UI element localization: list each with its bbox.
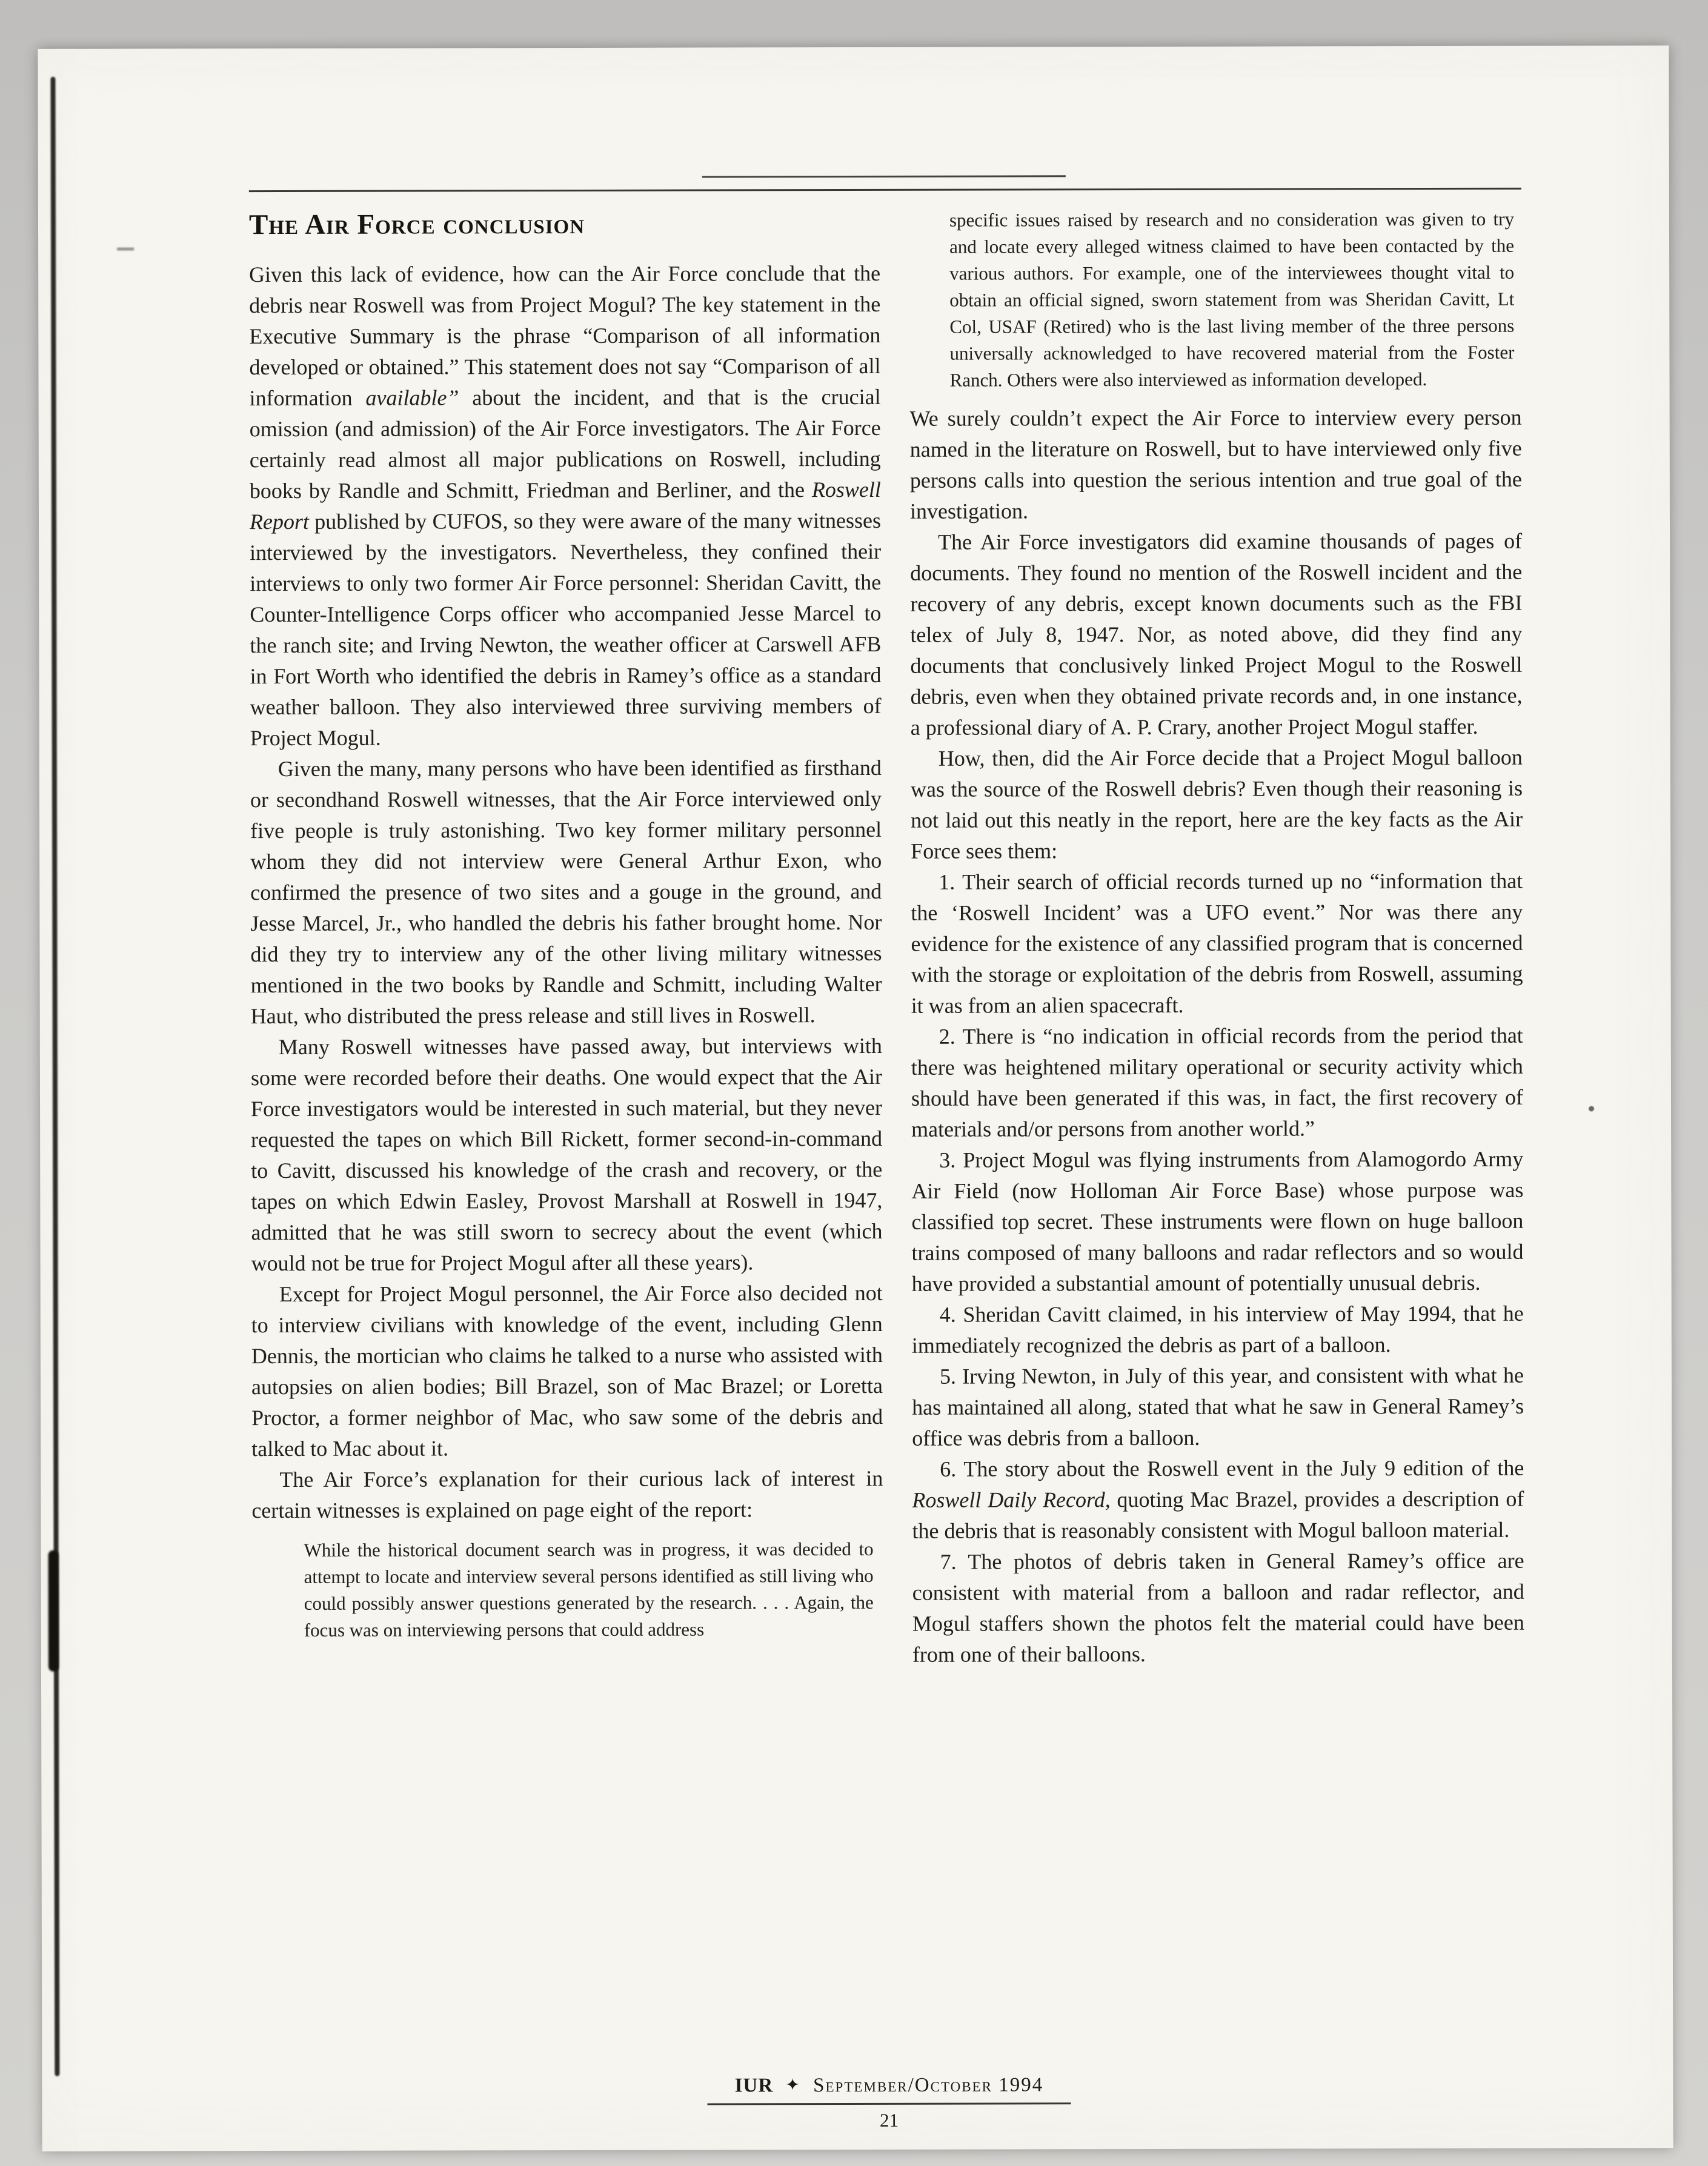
footer-journal-line bbox=[253, 2073, 1525, 2098]
header-rule-long bbox=[249, 188, 1521, 192]
paragraph: 6. The story about the Roswell event in the July 9 edition of the Roswell Daily Record, quoting Mac Brazel, provides a description of the debris that is reasonably consistent with Mogul balloon material. bbox=[912, 1455, 1524, 1543]
issue-date: September/October 1994 bbox=[813, 2074, 1044, 2097]
paragraph: 4. Sheridan Cavitt claimed, in his interview of May 1994, that he immediately recognized the debris as part of a balloon. bbox=[911, 1301, 1524, 1358]
scan-artifact-smudge bbox=[48, 1550, 59, 1672]
paragraph: Given the many, many persons who have been identified as firsthand or secondhand Roswell witnesses, that the Air Force interviewed only five people is truly astonishing. Two key former military personnel whom they did not interview were General Arthur Exon, who confirmed the presence of two sites and a gouge in the ground, and Jesse Marcel, Jr., who handled the debris his father brought home. Nor did they try to interview any of the other living military witnesses mentioned in the two books by Randle and Schmitt, including Walter Haut, who distributed the press release and still lives in Roswell. bbox=[250, 755, 882, 1029]
two-column-layout bbox=[249, 205, 1524, 1672]
paragraph: Given this lack of evidence, how can the Air Force conclude that the debris near Roswell was from Project Mogul? The key statement in the Executive Summary is the phrase “Comparison of all information developed or obtained.” This statement does not say “Comparison of all information available” about the incident, and that is the crucial omission (and admission) of the Air Force investigators. The Air Force certainly read almost all major publications on Roswell, including books by Randle and Schmitt, Friedman and Berliner, and the Roswell Report published by CUFOS, so they were aware of the many witnesses interviewed by the investigators. Nevertheless, they confined their interviews to only two former Air Force personnel: Sheridan Cavitt, the Counter-Intelligence Corps officer who accompanied Jesse Marcel to the ranch site; and Irving Newton, the weather officer at Carswell AFB in Fort Worth who identified the debris in Ramey’s office as a standard weather balloon. They also interviewed three surviving members of Project Mogul. bbox=[249, 261, 882, 751]
page-number: 21 bbox=[879, 2109, 899, 2131]
footer-rule bbox=[707, 2102, 1071, 2105]
paragraph: The Air Force’s explanation for their curious lack of interest in certain witnesses is explained on page eight of the report: bbox=[251, 1466, 883, 1523]
article-title: The Air Force conclusion bbox=[248, 208, 585, 241]
magazine-page bbox=[38, 45, 1673, 2151]
paragraph: 7. The photos of debris taken in General Ramey’s office are consistent with material from a balloon and radar reflector, and Mogul staffers shown the photos felt the material could have been from one of their balloons. bbox=[912, 1548, 1524, 1667]
scan-artifact-mark bbox=[117, 247, 134, 250]
paragraph: 1. Their search of official records turned up no “information that the ‘Roswell Incident’ was a UFO event.” Nor was there any evidence for the existence of any classified program that is concerned with the storage or exploitation of the debris from Roswell, assuming it was from an alien spacecraft. bbox=[911, 868, 1523, 1018]
paragraph: How, then, did the Air Force decide that a Project Mogul balloon was the source of the Roswell debris? Even though their reasoning is not laid out this neatly in the report, here are the key facts as the Air Force sees them: bbox=[910, 745, 1523, 863]
paragraph: Many Roswell witnesses have passed away, but interviews with some were recorded before their deaths. One would expect that the Air Force investigators would be interested in such material, but they never requested the tapes on which Bill Rickett, former second-in-command to Cavitt, discussed his knowledge of the crash and recovery, or the tapes on which Edwin Easley, Provost Marshall at Roswell in 1947, admitted that he was still sworn to secrecy about the event (which would not be true for Project Mogul after all these years). bbox=[250, 1033, 883, 1276]
journal-name: IUR bbox=[734, 2075, 774, 2097]
paragraph: 5. Irving Newton, in July of this year, and consistent with what he has maintained all along, stated that what he saw in General Ramey’s office was debris from a balloon. bbox=[912, 1363, 1524, 1450]
paragraph: Except for Project Mogul personnel, the Air Force also decided not to interview civilians with knowledge of the event, including Glenn Dennis, the mortician who claims he talked to a nurse who assisted with autopsies on alien bodies; Bill Brazel, son of Mac Brazel; or Loretta Proctor, a former neighbor of Mac, who saw some of the debris and talked to Mac about it. bbox=[251, 1280, 883, 1461]
paragraph: The Air Force investigators did examine thousands of pages of documents. They found no mention of the Roswell incident and the recovery of any debris, except known documents such as the FBI telex of July 8, 1947. Nor, as noted above, did they find any documents that conclusively linked Project Mogul to the Roswell debris, even when they obtained private records and, in one instance, a professional diary of A. P. Crary, another Project Mogul staffer. bbox=[910, 528, 1523, 740]
paragraph: We surely couldn’t expect the Air Force to interview every person named in the literature on Roswell, but to have interviewed only five persons calls into question the serious intention and true goal of the investigation. bbox=[909, 405, 1522, 523]
page-content bbox=[248, 46, 1525, 2151]
paragraph: 3. Project Mogul was flying instruments from Alamogordo Army Air Field (now Holloman Air Force Base) whose purpose was classified top secret. These instruments were flown on huge balloon trains composed of many balloons and radar reflectors and so would have provided a substantial amount of potentially unusual debris. bbox=[911, 1146, 1524, 1296]
scan-artifact-binding-shadow bbox=[50, 77, 59, 2076]
blockquote-continuation: specific issues raised by research and no consideration was given to try and locate every alleged witness claimed to have been contacted by the various authors. For example, one of the interviewees thought vital to obtain an official signed, sworn statement from was Sheridan Cavitt, Lt Col, USAF (Retired) who is the last living member of the three persons universally acknowledged to have recovered material from the Foster Ranch. Others were also interviewed as information developed. bbox=[949, 208, 1515, 391]
right-column bbox=[909, 205, 1524, 1670]
header-rule-short bbox=[702, 175, 1066, 178]
scan-artifact-dot bbox=[1589, 1106, 1594, 1111]
blockquote: While the historical document search was in progress, it was decided to attempt to locate and interview several persons identified as still living who could possibly answer questions generated by the research. . . . Again, the focus was on interviewing persons that could address bbox=[304, 1538, 874, 1641]
page-footer bbox=[253, 2073, 1525, 2133]
paragraph: 2. There is “no indication in official records from the period that there was heightened military operational or security activity which should have been generated if this was, in fact, the first recovery of materials and/or persons from another world.” bbox=[911, 1023, 1524, 1141]
left-column bbox=[249, 206, 883, 1672]
star-icon: ✦ bbox=[785, 2076, 801, 2095]
